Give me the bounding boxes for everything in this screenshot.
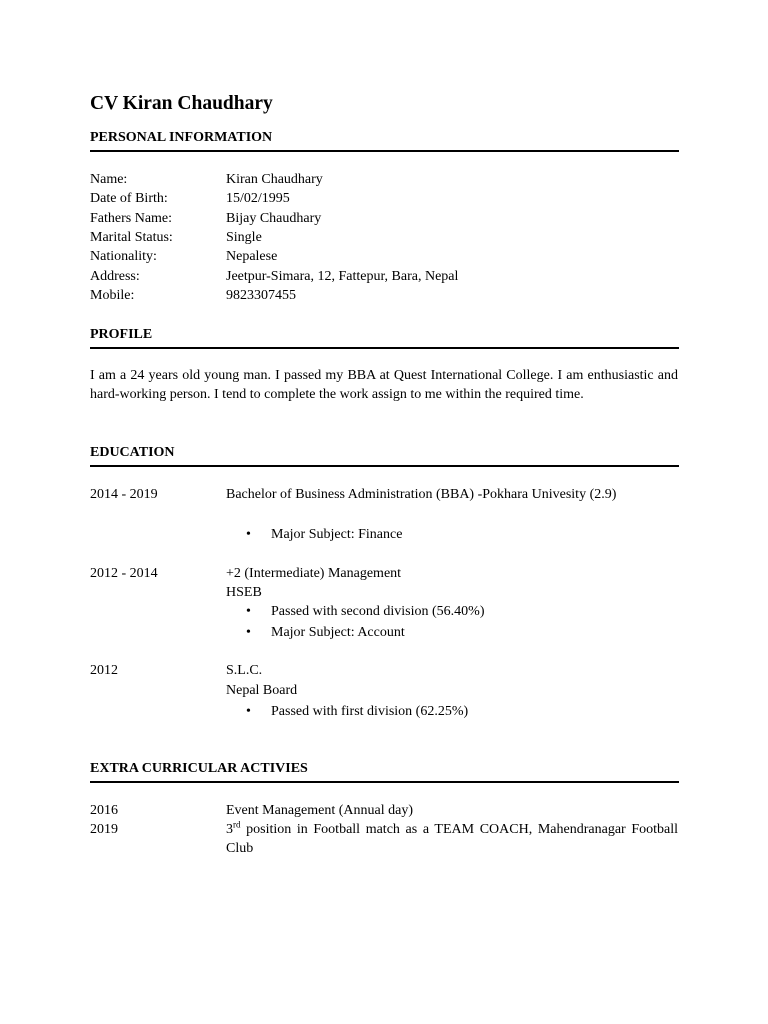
- field-label: Date of Birth:: [90, 191, 168, 207]
- position-number: 3: [226, 822, 233, 837]
- activity-description: position in Football match as a TEAM COACH, Mahendranagar Football Club: [226, 822, 678, 856]
- section-heading-profile: PROFILE: [90, 326, 679, 349]
- list-item-text: Major Subject: Finance: [271, 527, 403, 542]
- activity-text: Event Management (Annual day): [226, 803, 413, 818]
- bullet-icon: •: [246, 604, 251, 619]
- section-heading-personal: PERSONAL INFORMATION: [90, 129, 679, 152]
- field-value: 15/02/1995: [226, 191, 290, 207]
- activity-text: [226, 820, 678, 858]
- education-board: HSEB: [226, 584, 262, 600]
- education-degree: +2 (Intermediate) Management: [226, 565, 402, 581]
- list-item-text: Major Subject: Account: [271, 625, 405, 640]
- field-label: Nationality:: [90, 249, 157, 265]
- field-label: Name:: [90, 172, 128, 187]
- field-value: Bijay Chaudhary: [226, 210, 322, 226]
- bullet-icon: •: [246, 704, 251, 719]
- activity-year: 2016: [90, 803, 118, 818]
- list-item-text: Passed with first division (62.25%): [271, 704, 469, 719]
- education-degree: Bachelor of Business Administration (BBA) -Pokhara Univesity (2.9): [226, 487, 617, 502]
- education-years: 2014 - 2019: [90, 487, 158, 502]
- field-label: Fathers Name:: [90, 210, 173, 226]
- bullet-icon: •: [246, 625, 251, 640]
- field-label: Address:: [90, 268, 140, 284]
- list-item-text: Passed with second division (56.40%): [271, 604, 485, 619]
- field-value: 9823307455: [226, 287, 296, 303]
- education-degree: S.L.C.: [226, 663, 263, 678]
- section-heading-education: EDUCATION: [90, 444, 679, 467]
- education-years: 2012: [90, 663, 118, 678]
- education-board: Nepal Board: [226, 682, 298, 698]
- profile-text: I am a 24 years old young man. I passed my BBA at Quest International College. I am enthusiastic and hard-working person. I tend to complete the work assign to me within the required time.: [90, 368, 678, 403]
- field-label: Marital Status:: [90, 229, 173, 245]
- education-years: 2012 - 2014: [90, 565, 158, 581]
- document-title: CV Kiran Chaudhary: [90, 93, 273, 114]
- section-heading-extra-curricular: EXTRA CURRICULAR ACTIVIES: [90, 760, 679, 783]
- ordinal-suffix: rd: [233, 819, 241, 830]
- field-value: Nepalese: [226, 249, 278, 265]
- bullet-icon: •: [246, 527, 251, 542]
- field-label: Mobile:: [90, 287, 135, 303]
- field-value: Kiran Chaudhary: [226, 172, 323, 187]
- activity-year: 2019: [90, 822, 118, 837]
- field-value: Jeetpur-Simara, 12, Fattepur, Bara, Nepal: [226, 268, 459, 284]
- field-value: Single: [226, 229, 262, 245]
